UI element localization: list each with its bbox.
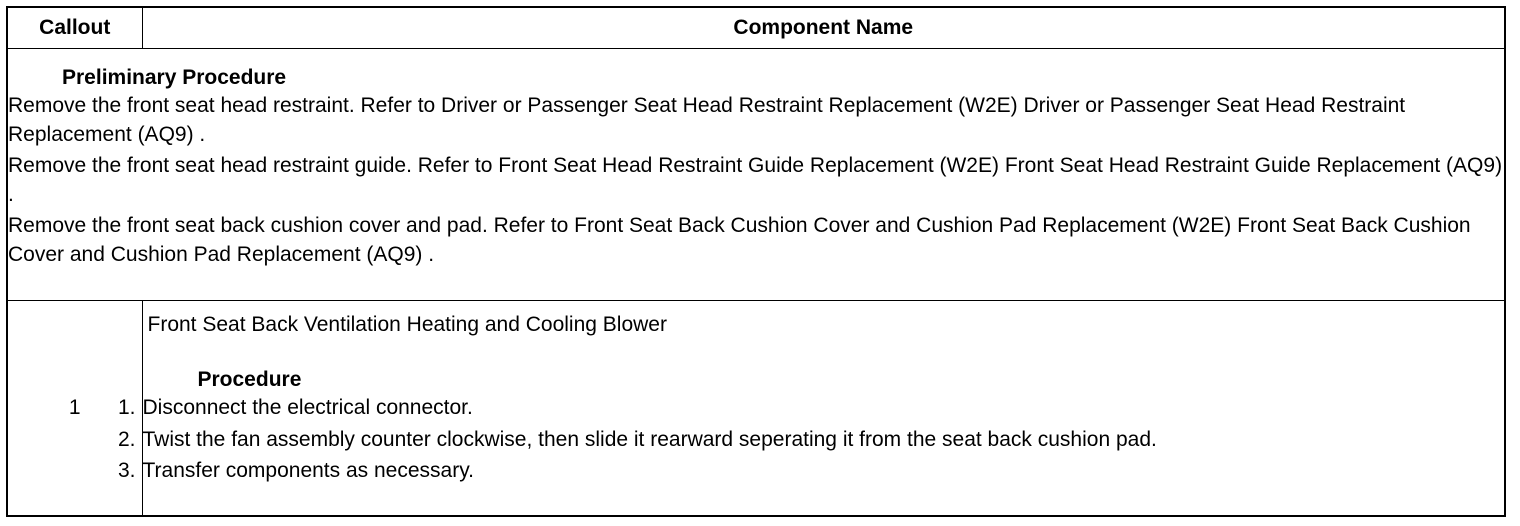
table-row [7,301,1505,517]
procedure-steps-list [117,394,1505,486]
step-number: 1. [117,396,136,419]
header-row [7,7,1505,49]
step-text: Remove the front seat head restraint. Refer to Driver or Passenger Seat Head Restraint Replacement (W2E) Driver or Passenger Seat Head Restraint Replacement (AQ9) . [8,94,1406,146]
preliminary-step [8,92,1504,149]
step-number: 2. [117,427,136,451]
step-number [0,152,1,181]
step-text: Transfer components as necessary. [142,459,474,482]
preliminary-step [8,152,1504,209]
callout-number: 1 [7,301,142,517]
step-text: Remove the front seat head restraint guide. Refer to Front Seat Head Restraint Guide Replacement (W2E) Front Seat Head Restraint Guide Replacement (AQ9) . [8,154,1503,206]
step-text: Disconnect the electrical connector. [142,396,473,419]
procedure-title: Procedure [197,368,302,391]
step-text: Remove the front seat back cushion cover and pad. Refer to Front Seat Back Cushion Cover and Cushion Pad Replacement (W2E) Front Seat Back Cushion Cover and Cushion Pad Replacement (AQ9) . [8,214,1471,266]
component-table-container [6,6,1506,517]
header-callout: Callout [7,7,142,49]
preliminary-steps-list [8,92,1504,269]
component-cell [117,301,1505,517]
step-number [0,92,1,121]
component-table [6,6,1506,517]
procedure-step [117,457,1505,486]
step-number [0,212,1,241]
component-name: Front Seat Back Ventilation Heating and Cooling Blower [147,313,667,336]
preliminary-row [7,49,1505,301]
step-number: 3. [117,459,136,482]
step-text: Twist the fan assembly counter clockwise, then slide it rearward seperating it from the seat back cushion pad. [142,427,1157,451]
preliminary-step [8,212,1504,269]
procedure-step [117,426,1505,455]
preliminary-title: Preliminary Procedure [62,66,287,89]
header-component-name: Component Name [142,7,1505,49]
preliminary-cell [7,49,1505,301]
procedure-step [117,394,1505,423]
